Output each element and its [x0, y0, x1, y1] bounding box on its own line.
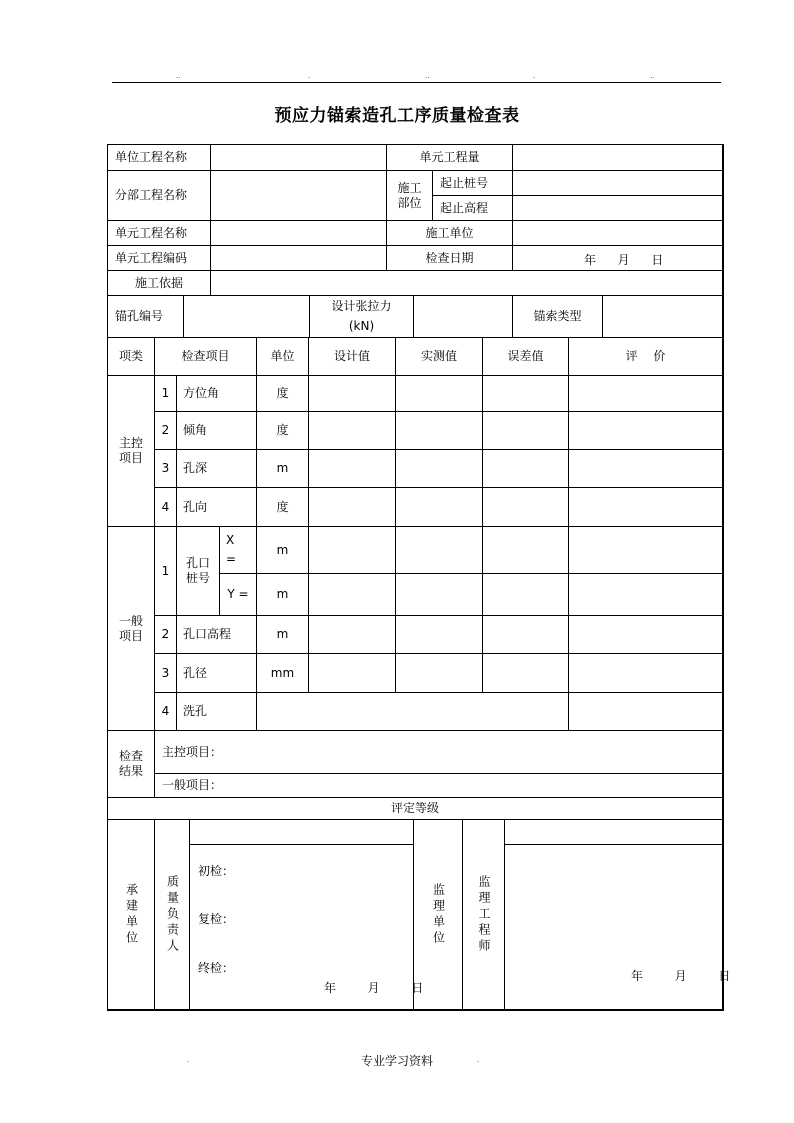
table-row-no: 1	[154, 375, 177, 412]
label-x-coordinate	[219, 526, 257, 574]
contractor-date-parts	[324, 979, 423, 996]
final-check-label: 终检：	[198, 961, 235, 975]
table-row-name: 倾角	[176, 411, 257, 450]
table-row-no: 3	[154, 653, 177, 693]
label-hole-mouth-line2: 桩号	[185, 571, 210, 585]
cell-design-value[interactable]	[308, 615, 396, 654]
table-row-name: 孔径	[176, 653, 257, 693]
field-sub-project-name[interactable]	[210, 170, 387, 221]
label-element-project-code: 单元工程编码	[107, 245, 211, 271]
field-element-project-name[interactable]	[210, 220, 387, 246]
field-construction-basis[interactable]	[210, 270, 723, 296]
date-year-label: 年	[324, 981, 337, 995]
cell-design-value[interactable]	[308, 526, 396, 574]
table-row-no: 4	[154, 487, 177, 527]
cell-design-value[interactable]	[308, 573, 396, 616]
contractor-sign-top[interactable]	[189, 819, 414, 845]
cell-measured-value[interactable]	[395, 526, 483, 574]
label-construction-basis: 施工依据	[107, 270, 211, 296]
table-row-name: 方位角	[176, 375, 257, 412]
label-construction-unit: 施工单位	[386, 220, 513, 246]
table-row-name: 孔口高程	[176, 615, 257, 654]
cell-error-value[interactable]	[482, 487, 569, 527]
result-main-control[interactable]: 主控项目：	[154, 730, 723, 774]
label-inspection-date: 检查日期	[386, 245, 513, 271]
quality-responsible-text: 质量负责人	[165, 874, 180, 955]
field-anchor-cable-type[interactable]	[602, 295, 723, 338]
table-row-unit: m	[256, 526, 309, 574]
date-day-label: 日	[411, 981, 424, 995]
date-year-label: 年	[584, 253, 597, 267]
result-label-line1: 检查	[118, 749, 143, 763]
col-header-error-value: 误差值	[482, 337, 569, 376]
cell-design-value[interactable]	[308, 653, 396, 693]
cell-error-value[interactable]	[482, 526, 569, 574]
label-design-tension	[309, 295, 414, 338]
col-header-evaluation: 评 价	[568, 337, 723, 376]
footer-dot: .	[477, 1056, 480, 1064]
supervisor-unit-label	[413, 819, 463, 1010]
cell-error-value[interactable]	[482, 375, 569, 412]
header-dot: ..	[650, 72, 655, 80]
cell-measured-value[interactable]	[395, 411, 483, 450]
date-month-label: 月	[674, 969, 687, 983]
cell-error-value[interactable]	[482, 411, 569, 450]
col-header-check-item: 检查项目	[154, 337, 257, 376]
footer-dot: .	[187, 1056, 190, 1064]
cell-measured-value[interactable]	[395, 615, 483, 654]
supervisor-unit-text: 监理单位	[431, 882, 446, 947]
table-row-name: 洗孔	[176, 692, 257, 731]
cell-error-value[interactable]	[482, 449, 569, 488]
inspection-date-parts	[584, 251, 663, 268]
cell-evaluation[interactable]	[568, 526, 723, 574]
field-element-project-code[interactable]	[210, 245, 387, 271]
header-dot: ..	[176, 72, 181, 80]
date-day-label: 日	[718, 969, 731, 983]
label-element-project-name: 单元工程名称	[107, 220, 211, 246]
quality-responsible-label	[154, 819, 190, 1010]
general-label-line1: 一般	[118, 613, 143, 628]
cell-measured-value[interactable]	[395, 487, 483, 527]
field-start-end-station[interactable]	[512, 170, 723, 196]
label-hole-mouth-station	[176, 526, 220, 616]
supervisor-sign-area[interactable]	[504, 844, 723, 1010]
table-row-unit: mm	[256, 653, 309, 693]
cell-measured-value[interactable]	[395, 449, 483, 488]
label-construction-location-line2: 部位	[397, 195, 422, 210]
table-row-unit: m	[256, 573, 309, 616]
re-check-label: 复检：	[198, 912, 235, 926]
col-header-measured-value: 实测值	[395, 337, 483, 376]
header-dot: .	[308, 72, 311, 80]
header-dot: .	[533, 72, 536, 80]
table-row-no: 4	[154, 692, 177, 731]
result-general[interactable]: 一般项目：	[154, 773, 723, 798]
table-row-no: 3	[154, 449, 177, 488]
date-month-label: 月	[617, 253, 630, 267]
field-anchor-hole-number[interactable]	[183, 295, 310, 338]
cell-design-value[interactable]	[308, 487, 396, 527]
supervisor-engineer-label	[462, 819, 505, 1010]
page-title: 预应力锚索造孔工序质量检查表	[274, 106, 520, 126]
cell-evaluation[interactable]	[568, 375, 723, 412]
cell-evaluation[interactable]	[568, 653, 723, 693]
label-construction-location	[386, 170, 433, 221]
cell-measured-value[interactable]	[395, 653, 483, 693]
table-row-name: 孔深	[176, 449, 257, 488]
field-design-tension[interactable]	[413, 295, 513, 338]
first-check-label: 初检：	[198, 864, 235, 878]
cell-evaluation[interactable]	[568, 411, 723, 450]
supervisor-engineer-text: 监理工程师	[477, 874, 491, 955]
page-footer: 专业学习资料	[360, 1054, 433, 1068]
col-header-unit: 单位	[256, 337, 309, 376]
main-control-label-line1: 主控	[118, 436, 143, 450]
cell-design-value[interactable]	[308, 411, 396, 450]
table-row-no: 1	[154, 526, 177, 616]
cell-evaluation[interactable]	[568, 692, 723, 731]
table-row-no: 2	[154, 411, 177, 450]
label-design-tension-line1: 设计张拉力	[331, 299, 392, 313]
date-year-label: 年	[631, 969, 644, 983]
cell-error-value[interactable]	[482, 615, 569, 654]
table-row-unit: 度	[256, 411, 309, 450]
field-start-end-elevation[interactable]	[512, 195, 723, 221]
cell-measured-value[interactable]	[395, 375, 483, 412]
result-label-line2: 结果	[118, 764, 143, 778]
label-sub-project-name: 分部工程名称	[107, 170, 211, 221]
main-control-label-line2: 项目	[118, 451, 143, 465]
date-month-label: 月	[367, 981, 380, 995]
table-row-unit: 度	[256, 375, 309, 412]
result-label	[107, 730, 155, 798]
cell-design-value[interactable]	[308, 375, 396, 412]
general-label	[107, 526, 155, 731]
rating-grade-label: 评定等级	[107, 797, 723, 820]
cell-evaluation[interactable]	[568, 449, 723, 488]
table-row-unit: m	[256, 449, 309, 488]
contractor-unit-text: 承建单位	[124, 882, 139, 947]
header-dot: ..	[425, 72, 430, 80]
cell-design-value[interactable]	[308, 449, 396, 488]
cell-evaluation[interactable]	[568, 615, 723, 654]
col-header-design-value: 设计值	[308, 337, 396, 376]
label-start-end-elevation: 起止高程	[432, 195, 513, 221]
cell-hole-washing-merged[interactable]	[256, 692, 569, 731]
field-construction-unit[interactable]	[512, 220, 723, 246]
label-y-coordinate: Y =	[219, 573, 257, 616]
cell-evaluation[interactable]	[568, 573, 723, 616]
general-label-line2: 项目	[118, 628, 143, 643]
label-hole-mouth-line1: 孔口	[185, 556, 210, 570]
label-unit-project-name: 单位工程名称	[107, 144, 211, 171]
label-start-end-station: 起止桩号	[432, 170, 513, 196]
cell-evaluation[interactable]	[568, 487, 723, 527]
table-row-unit: m	[256, 615, 309, 654]
label-construction-location-line1: 施工	[397, 180, 422, 195]
table-row-no: 2	[154, 615, 177, 654]
cell-measured-value[interactable]	[395, 573, 483, 616]
cell-error-value[interactable]	[482, 573, 569, 616]
label-unit-element-quantity: 单元工程量	[386, 144, 513, 171]
label-anchor-cable-type: 锚索类型	[512, 295, 603, 338]
header-rule	[112, 82, 721, 83]
supervisor-date-parts	[631, 967, 730, 984]
table-row-name: 孔向	[176, 487, 257, 527]
field-unit-project-name[interactable]	[210, 144, 387, 171]
col-header-category: 项类	[107, 337, 155, 376]
label-design-tension-line2: (kN)	[348, 319, 375, 333]
label-x-line2: =	[226, 552, 237, 566]
table-row-unit: 度	[256, 487, 309, 527]
supervisor-sign-top[interactable]	[504, 819, 723, 845]
main-control-label	[107, 375, 155, 527]
label-anchor-hole-number: 锚孔编号	[107, 295, 184, 338]
label-x-line1: X	[226, 533, 235, 547]
contractor-unit-label	[107, 819, 155, 1010]
field-unit-element-quantity[interactable]	[512, 144, 723, 171]
cell-error-value[interactable]	[482, 653, 569, 693]
date-day-label: 日	[651, 253, 664, 267]
